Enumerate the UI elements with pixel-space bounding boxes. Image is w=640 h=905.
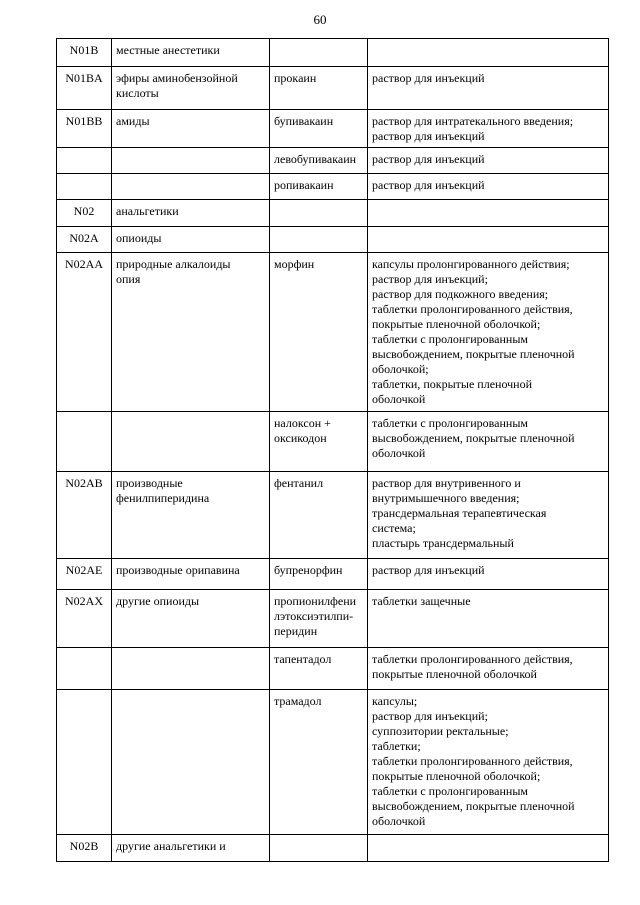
table-row [57,67,609,110]
dosage-form: таблетки пролонгированного действия, покрытые пленочной оболочкой [368,648,609,690]
atc-group: другие анальгетики и [112,835,270,862]
atc-group [112,148,270,174]
drug-name: бупивакаин [270,110,368,148]
table-row [57,227,609,253]
atc-code: N02A [57,227,112,253]
atc-code: N01B [57,39,112,67]
atc-group: природные алкалоиды опия [112,253,270,412]
atc-group: амиды [112,110,270,148]
table-row [57,200,609,227]
atc-code: N02AB [57,472,112,559]
dosage-form: раствор для внутривенного и внутримышечного введения; трансдермальная терапевтическая система; пластырь трансдермальный [368,472,609,559]
atc-code [57,690,112,835]
dosage-form: раствор для инъекций [368,174,609,200]
atc-code [57,174,112,200]
atc-group: производные фенилпиперидина [112,472,270,559]
table-row [57,590,609,648]
atc-code: N02 [57,200,112,227]
drug-name: фентанил [270,472,368,559]
drug-name: тапентадол [270,648,368,690]
atc-group: производные орипавина [112,559,270,590]
atc-group: другие опиоиды [112,590,270,648]
table-row [57,690,609,835]
table-row [57,648,609,690]
dosage-form: капсулы; раствор для инъекций; суппозитории ректальные; таблетки; таблетки пролонгированного действия, покрытые пленочной оболочкой; таблетки с пролонгированным высвобождением, покрытые пленочной оболочкой [368,690,609,835]
dosage-form [368,200,609,227]
dosage-form [368,835,609,862]
atc-code: N01BB [57,110,112,148]
atc-code [57,648,112,690]
dosage-form [368,39,609,67]
table-row [57,148,609,174]
atc-group: анальгетики [112,200,270,227]
table-row [57,39,609,67]
atc-code [57,148,112,174]
drug-name: пропионилфени лэтоксиэтилпи- перидин [270,590,368,648]
atc-code: N01BA [57,67,112,110]
atc-group: эфиры аминобензойной кислоты [112,67,270,110]
atc-group [112,412,270,472]
page-number: 60 [313,12,327,27]
drug-name [270,200,368,227]
drug-name [270,227,368,253]
atc-group [112,648,270,690]
drug-name: прокаин [270,67,368,110]
drug-name [270,835,368,862]
table-row [57,253,609,412]
table-row [57,110,609,148]
dosage-form: раствор для инъекций [368,67,609,110]
drug-name: морфин [270,253,368,412]
drug-name: ропивакаин [270,174,368,200]
drug-name: бупренорфин [270,559,368,590]
atc-code: N02AA [57,253,112,412]
dosage-form: таблетки с пролонгированным высвобождением, покрытые пленочной оболочкой [368,412,609,472]
atc-code [57,412,112,472]
atc-group [112,174,270,200]
dosage-form: раствор для инъекций [368,559,609,590]
atc-code: N02AE [57,559,112,590]
dosage-form: таблетки защечные [368,590,609,648]
atc-code: N02AX [57,590,112,648]
drug-name: налоксон + оксикодон [270,412,368,472]
drug-name [270,39,368,67]
dosage-form [368,227,609,253]
drug-name: левобупивакаин [270,148,368,174]
table-row [57,174,609,200]
drug-table [56,38,609,862]
dosage-form: раствор для инъекций [368,148,609,174]
dosage-form: раствор для интратекального введения; раствор для инъекций [368,110,609,148]
atc-group: опиоиды [112,227,270,253]
atc-group: местные анестетики [112,39,270,67]
dosage-form: капсулы пролонгированного действия; раствор для инъекций; раствор для подкожного введения; таблетки пролонгированного действия, покрытые пленочной оболочкой; таблетки с пролонгированным высвобождением, покрытые пленочной оболочкой; таблетки, покрытые пленочной оболочкой [368,253,609,412]
drug-name: трамадол [270,690,368,835]
table-row [57,412,609,472]
table-row [57,559,609,590]
table-row [57,835,609,862]
atc-code: N02B [57,835,112,862]
table-row [57,472,609,559]
atc-group [112,690,270,835]
